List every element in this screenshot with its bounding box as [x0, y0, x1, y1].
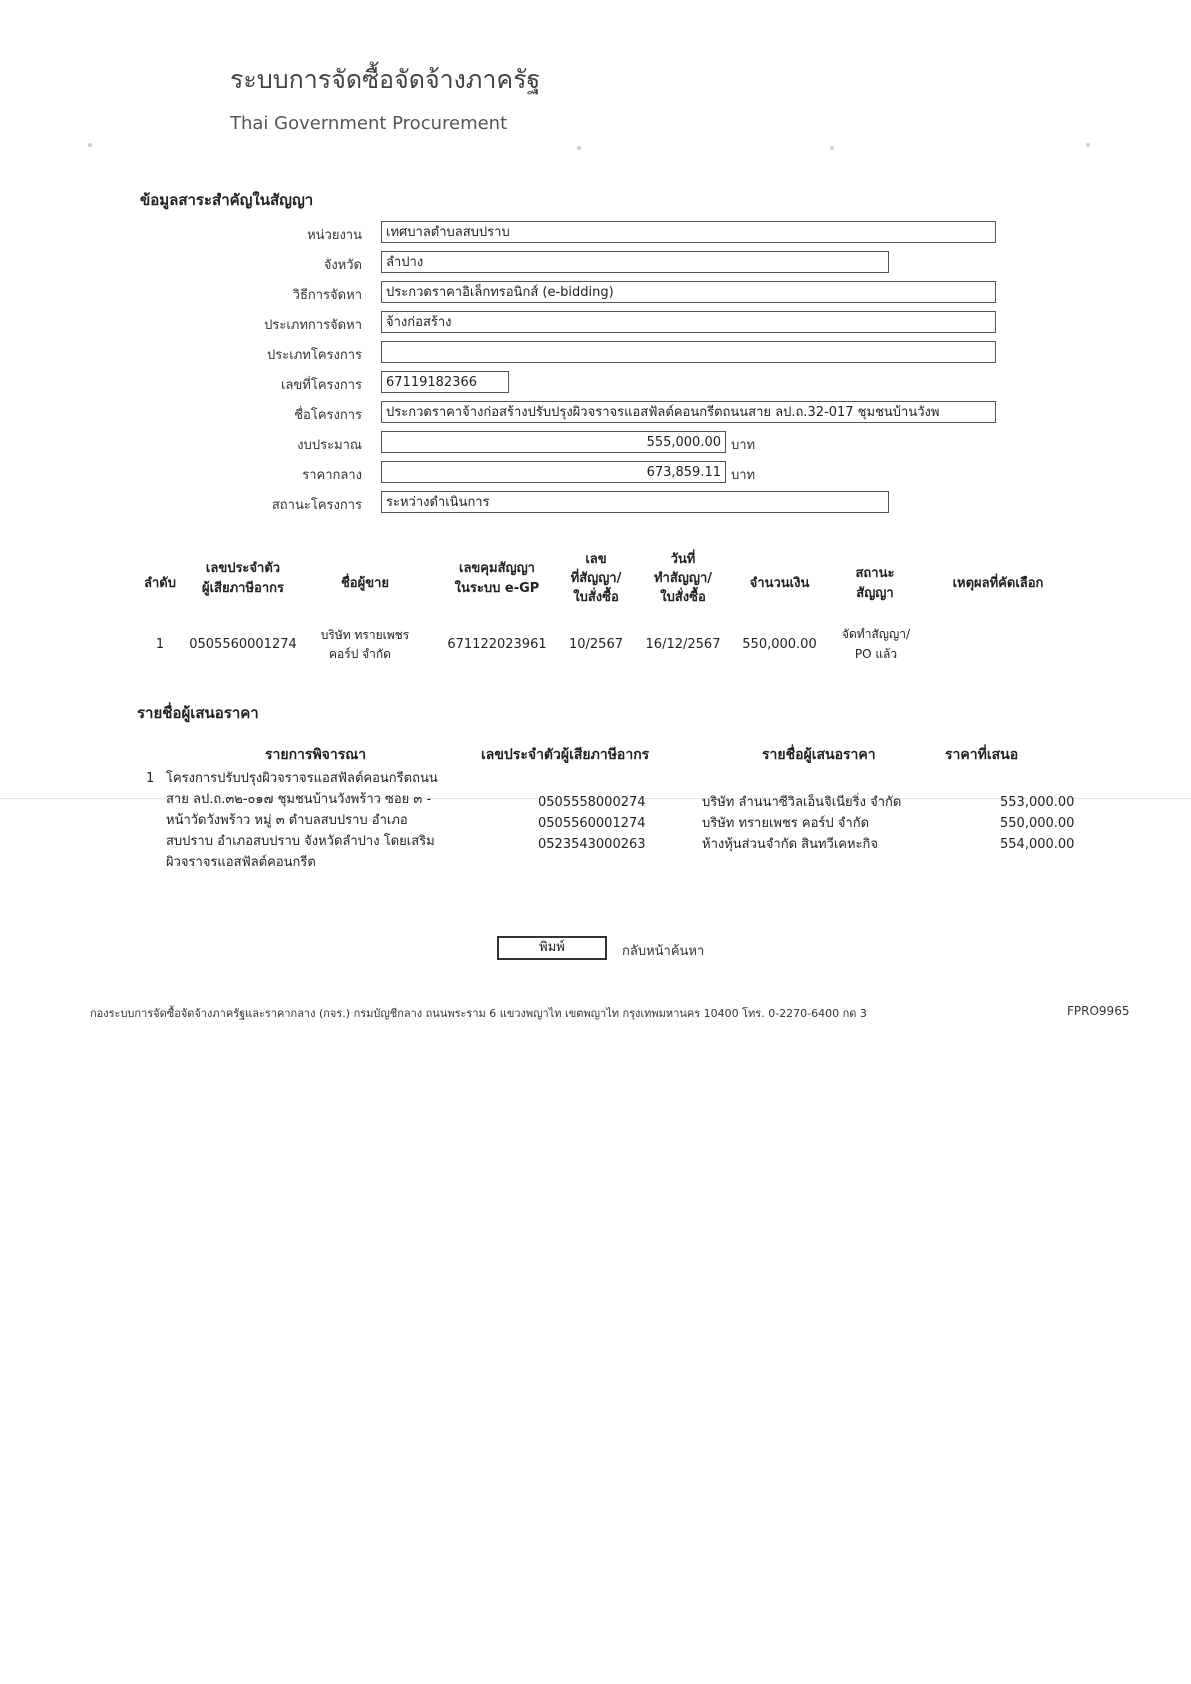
form-row-province [0, 251, 362, 275]
method-label: วิธีการจัดหา [292, 288, 362, 303]
col-status-header-1: สถานะ [855, 566, 895, 581]
page-title: ระบบการจัดซื้อจัดจ้างภาครัฐ [230, 65, 541, 94]
bidders-item-line-5: ผิวจราจรแอสฟัลต์คอนกรีต [166, 855, 316, 870]
row-amount: 550,000.00 [742, 637, 817, 652]
budget-label: งบประมาณ [297, 438, 362, 453]
median-price-field: 673,859.11 [381, 461, 726, 483]
col-tax-id-header-1: เลขประจำตัว [205, 561, 281, 576]
agency-field: เทศบาลตำบลสบปราบ [381, 221, 996, 243]
col-tax-id-header-2: ผู้เสียภาษีอากร [201, 581, 284, 596]
bidders-col-price-header: ราคาที่เสนอ [945, 747, 1019, 763]
col-contract-no-header-3: ใบสั่งซื้อ [573, 590, 619, 605]
row-contract-ctrl: 671122023961 [447, 637, 547, 652]
form-row-project-name [0, 401, 362, 425]
footer-text: กองระบบการจัดซื้อจัดจ้างภาครัฐและราคากลาง (กจร.) กรมบัญชีกลาง ถนนพระราม 6 แขวงพญาไท เขตพญาไท กรุงเทพมหานคร 10400 โทร. 0-2270-6400 กด 3 [90, 1007, 867, 1020]
project-status-label: สถานะโครงการ [271, 498, 362, 513]
row-status-line-2: PO แล้ว [854, 647, 898, 661]
median-price-label: ราคากลาง [302, 468, 362, 483]
back-to-search-link[interactable]: กลับหน้าค้นหา [622, 944, 705, 959]
form-row-median-price [0, 461, 362, 485]
row-tax-id: 0505560001274 [189, 637, 297, 652]
col-contract-ctrl-header-1: เลขคุมสัญญา [459, 561, 535, 576]
form-row-method [0, 281, 362, 305]
province-field: ลำปาง [381, 251, 889, 273]
row-seller-line-2: คอร์ป จำกัด [329, 647, 391, 661]
row-contract-date: 16/12/2567 [645, 637, 721, 652]
procurement-type-field: จ้างก่อสร้าง [381, 311, 996, 333]
col-amount-header: จำนวนเงิน [749, 576, 810, 591]
project-name-label: ชื่อโครงการ [294, 408, 362, 423]
scan-speck [830, 146, 834, 150]
bidder-price: 553,000.00 [1000, 795, 1075, 810]
form-row-budget [0, 431, 362, 455]
row-order: 1 [155, 637, 165, 652]
bidders-item-number: 1 [146, 771, 155, 786]
form-row-project-type [0, 341, 362, 365]
bidder-name: บริษัท ลำนนาซีวิลเอ็นจิเนียริ่ง จำกัด [702, 795, 902, 810]
scan-speck [88, 143, 92, 147]
col-date-header-3: ใบสั่งซื้อ [660, 590, 706, 605]
bidders-col-tax-id-header: เลขประจำตัวผู้เสียภาษีอากร [481, 747, 650, 763]
form-row-agency [0, 221, 362, 245]
bidder-tax-id: 0523543000263 [538, 837, 646, 852]
bidders-item-line-3: หน้าวัดวังพร้าว หมู่ ๓ ตำบลสบปราบ อำเภอ [166, 813, 408, 828]
form-row-project-status [0, 491, 362, 515]
bidder-price: 550,000.00 [1000, 816, 1075, 831]
project-no-field: 67119182366 [381, 371, 509, 393]
bidders-item-line-4: สบปราบ อำเภอสบปราบ จังหวัดลำปาง โดยเสริม [166, 834, 435, 849]
bidders-item-line-1: โครงการปรับปรุงผิวจราจรแอสฟัลต์คอนกรีตถนน [166, 771, 438, 786]
budget-unit: บาท [731, 438, 756, 453]
agency-label: หน่วยงาน [307, 228, 362, 243]
bidder-price: 554,000.00 [1000, 837, 1075, 852]
median-price-unit: บาท [731, 468, 756, 483]
bidder-name: บริษัท ทรายเพชร คอร์ป จำกัด [702, 816, 870, 831]
procurement-type-label: ประเภทการจัดหา [264, 318, 362, 333]
col-date-header-1: วันที่ [670, 552, 696, 567]
col-status-header-2: สัญญา [856, 586, 894, 601]
bidders-section-title: รายชื่อผู้เสนอราคา [137, 704, 259, 722]
bidder-name: ห้างหุ้นส่วนจำกัด สินทวีเคหะกิจ [702, 837, 879, 852]
province-label: จังหวัด [323, 258, 362, 273]
col-contract-no-header-2: ที่สัญญา/ [570, 571, 622, 586]
method-field: ประกวดราคาอิเล็กทรอนิกส์ (e-bidding) [381, 281, 996, 303]
bidder-tax-id: 0505560001274 [538, 816, 646, 831]
col-reason-header: เหตุผลที่คัดเลือก [952, 576, 1044, 591]
project-no-label: เลขที่โครงการ [280, 378, 362, 393]
bidder-tax-id: 0505558000274 [538, 795, 646, 810]
col-contract-ctrl-header-2: ในระบบ e-GP [454, 581, 540, 596]
form-row-procurement-type [0, 311, 362, 335]
scan-speck [1086, 143, 1090, 147]
col-contract-no-header-1: เลข [585, 552, 607, 567]
row-contract-no: 10/2567 [568, 637, 623, 652]
row-seller-line-1: บริษัท ทรายเพชร [320, 628, 410, 642]
col-date-header-2: ทำสัญญา/ [653, 571, 712, 586]
form-row-project-no [0, 371, 362, 395]
bidders-col-name-header: รายชื่อผู้เสนอราคา [762, 747, 876, 763]
bidders-item-line-2: สาย ลป.ถ.๓๒-๐๑๗ ชุมชนบ้านวังพร้าว ซอย ๓ - [166, 792, 432, 807]
project-type-label: ประเภทโครงการ [267, 348, 362, 363]
bidders-col-item-header: รายการพิจารณา [265, 747, 367, 763]
scan-speck [577, 146, 581, 150]
page-subtitle: Thai Government Procurement [230, 113, 508, 134]
project-name-field: ประกวดราคาจ้างก่อสร้างปรับปรุงผิวจราจรแอสฟัลต์คอนกรีตถนนสาย ลป.ถ.32-017 ชุมชนบ้านวังพ [381, 401, 996, 423]
col-seller-header: ชื่อผู้ขาย [340, 576, 390, 591]
project-status-field: ระหว่างดำเนินการ [381, 491, 889, 513]
row-status-line-1: จัดทำสัญญา/ [841, 627, 911, 641]
print-button[interactable]: พิมพ์ [497, 936, 607, 960]
footer-code: FPRO9965 [1067, 1004, 1130, 1018]
budget-field: 555,000.00 [381, 431, 726, 453]
summary-section-title: ข้อมูลสาระสำคัญในสัญญา [140, 191, 314, 209]
col-order-header: ลำดับ [144, 576, 176, 591]
project-type-field [381, 341, 996, 363]
